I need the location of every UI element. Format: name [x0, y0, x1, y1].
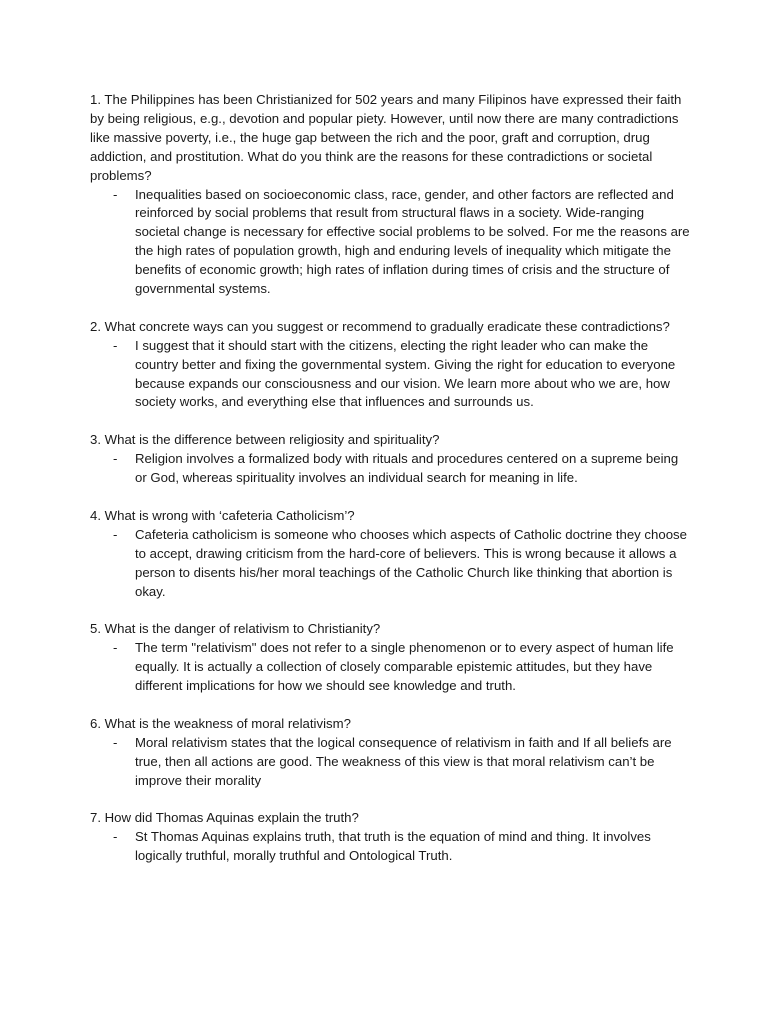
bullet-dash: -	[113, 829, 118, 845]
answer-4	[90, 526, 690, 602]
answer-text-6: Moral relativism states that the logical consequence of relativism in faith and If all beliefs are true, then all actions are good. The weakness of this view is that moral relativism can’t be improve their morality	[135, 734, 672, 788]
question-3: 3. What is the difference between religiosity and spirituality?	[90, 432, 440, 448]
answer-text-1: Inequalities based on socioeconomic class, race, gender, and other factors are reflected and reinforced by social problems that result from structural flaws in a society. Wide-ranging societal change is necessary for effective social problems to be solved. For me the reasons are the high rates of population growth, high and enduring levels of inequality which mitigate the benefits of economic growth; high rates of inflation during times of crisis and the structure of governmental systems.	[135, 186, 690, 297]
answer-2	[90, 337, 690, 413]
answer-text-4: Cafeteria catholicism is someone who chooses which aspects of Catholic doctrine they choose to accept, drawing criticism from the hard-core of believers. This is wrong because it allows a person to disents his/her moral teachings of the Catholic Church like thinking that abortion is okay.	[135, 526, 687, 599]
qa-item-6	[90, 715, 690, 791]
bullet-dash: -	[113, 640, 118, 656]
question-6: 6. What is the weakness of moral relativism?	[90, 715, 351, 731]
qa-item-5	[90, 620, 690, 696]
answer-1	[90, 186, 690, 299]
question-5: 5. What is the danger of relativism to Christianity?	[90, 621, 381, 637]
qa-item-7	[90, 809, 690, 866]
question-7: 7. How did Thomas Aquinas explain the truth?	[90, 810, 359, 826]
answer-text-7: St Thomas Aquinas explains truth, that truth is the equation of mind and thing. It involves logically truthful, morally truthful and Ontological Truth.	[135, 829, 651, 864]
answer-6	[90, 734, 690, 791]
question-2: 2. What concrete ways can you suggest or recommend to gradually eradicate these contradictions?	[90, 318, 670, 334]
qa-list	[90, 91, 690, 885]
question-1: 1. The Philippines has been Christianized for 502 years and many Filipinos have expressed their faith by being religious, e.g., devotion and popular piety. However, until now there are many contradictions like massive poverty, i.e., the huge gap between the rich and the poor, graft and corruption, drug addiction, and prostitution. What do you think are the reasons for these contradictions or societal problems?	[90, 92, 682, 183]
qa-item-2	[90, 318, 690, 413]
bullet-dash: -	[113, 526, 118, 542]
qa-item-1	[90, 91, 690, 299]
qa-item-3	[90, 431, 690, 488]
bullet-dash: -	[113, 734, 118, 750]
answer-7	[90, 828, 690, 866]
answer-text-2: I suggest that it should start with the citizens, electing the right leader who can make the country better and fixing the governmental system. Giving the right for education to everyone because expands our consciousness and our vision. We learn more about who we are, how society works, and everything else that influences and surrounds us.	[135, 337, 676, 410]
bullet-dash: -	[113, 337, 118, 353]
qa-item-4	[90, 507, 690, 602]
bullet-dash: -	[113, 451, 118, 467]
answer-5	[90, 639, 690, 696]
question-4: 4. What is wrong with ‘cafeteria Catholicism’?	[90, 507, 355, 523]
answer-text-5: The term "relativism" does not refer to a single phenomenon or to every aspect of human life equally. It is actually a collection of closely comparable epistemic attitudes, but they have different implications for how we should see knowledge and truth.	[135, 640, 674, 694]
answer-3	[90, 450, 690, 488]
bullet-dash: -	[113, 186, 118, 202]
answer-text-3: Religion involves a formalized body with rituals and procedures centered on a supreme being or God, whereas spirituality involves an individual search for meaning in life.	[135, 451, 679, 486]
